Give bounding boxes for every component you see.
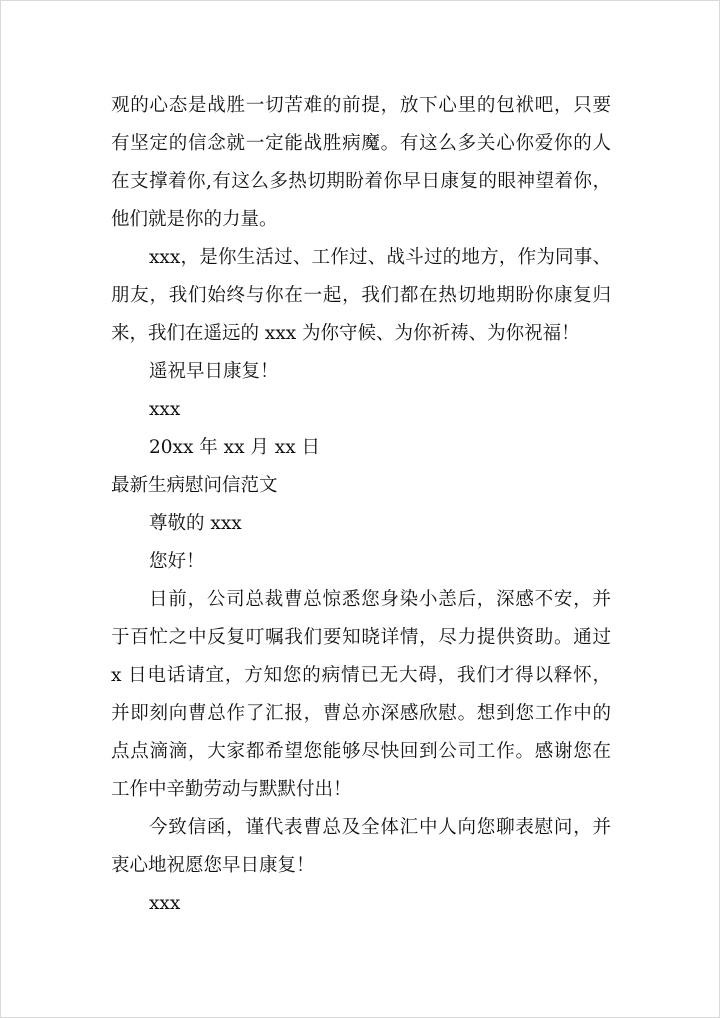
date-line: 20xx 年 xx 月 xx 日: [149, 437, 321, 458]
paragraph-line: 有坚定的信念就一定能战胜病魔。有这么多关心你爱你的人: [111, 133, 611, 154]
paragraph-line: 来，我们在遥远的 xxx 为你守候、为你祈祷、为你祝福！: [111, 323, 580, 344]
signature: xxx: [149, 399, 181, 420]
salutation: 尊敬的 xxx: [149, 513, 242, 534]
closing-wish: 遥祝早日康复！: [149, 361, 279, 382]
greeting: 您好！: [149, 551, 205, 572]
section-title: 最新生病慰问信范文: [111, 475, 278, 496]
signature: xxx: [149, 893, 181, 914]
paragraph-line: 朋友，我们始终与你在一起，我们都在热切地期盼你康复归: [111, 285, 611, 306]
paragraph-line: 并即刻向曹总作了汇报，曹总亦深感欣慰。想到您工作中的: [111, 703, 611, 724]
paragraph-line: xxx，是你生活过、工作过、战斗过的地方，作为同事、: [149, 247, 611, 268]
paragraph-line: 衷心地祝愿您早日康复！: [111, 855, 315, 876]
paragraph-line: 在支撑着你,有这么多热切期盼着你早日康复的眼神望着你，: [111, 171, 611, 192]
paragraph-line: 观的心态是战胜一切苦难的前提，放下心里的包袱吧，只要: [111, 95, 611, 116]
paragraph-line: 工作中辛勤劳动与默默付出！: [111, 779, 352, 800]
paragraph-line: x 日电话请宜，方知您的病情已无大碍，我们才得以释怀，: [111, 665, 611, 686]
paragraph-line: 他们就是你的力量。: [111, 209, 278, 230]
paragraph-line: 今致信函，谨代表曹总及全体汇中人向您聊表慰问，并: [149, 817, 611, 838]
paragraph-line: 点点滴滴，大家都希望您能够尽快回到公司工作。感谢您在: [111, 741, 611, 762]
paragraph-line: 日前，公司总裁曹总惊悉您身染小恙后，深感不安，并: [149, 589, 611, 610]
paragraph-line: 于百忙之中反复叮嘱我们要知晓详情，尽力提供资助。通过: [111, 627, 611, 648]
